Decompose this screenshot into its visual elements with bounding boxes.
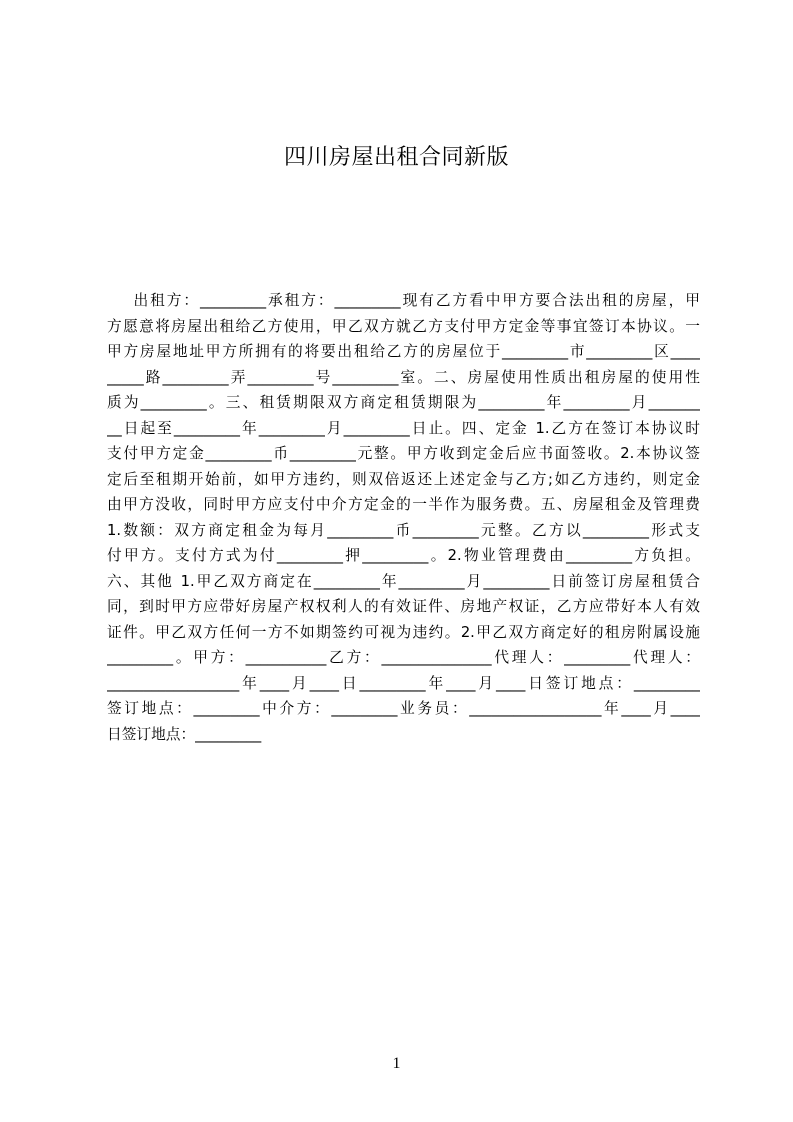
body-line: 六、其他 1.甲乙双方商定在_________年_________月_________日前签订房屋租赁合 — [107, 572, 700, 590]
body-line: 同，到时甲方应带好房屋产权权利人的有效证件、房地产权证，乙方应带好本人有效 — [107, 598, 700, 615]
body-line: 支付甲方定金_________币_________元整。甲方收到定金后应书面签收。2.本协议签 — [107, 445, 700, 462]
body-line: 甲方房屋地址甲方所拥有的将要出租给乙方的房屋位于_________市_________区____ — [107, 343, 700, 360]
body-line: 1.数额：双方商定租金为每月_________币_________元整。乙方以_________形式支 — [107, 521, 700, 539]
body-line: 付甲方。支付方式为付_________押_________。2.物业管理费由_________方负担。 — [107, 547, 700, 564]
body-line: __________________年____月____日_________年____月____日签订地点：_________ — [107, 674, 700, 692]
body-line: _________。甲方：___________乙方：_______________代理人：_________代理人： — [107, 649, 700, 666]
body-line: 由甲方没收，同时甲方应支付中介方定金的一半作为服务费。五、房屋租金及管理费 — [107, 496, 700, 513]
contract-body — [107, 288, 700, 747]
body-line: 签订地点：_________中介方：_________业务员：__________________年____月____ — [107, 700, 700, 717]
page-number: 1 — [392, 1055, 401, 1072]
body-line: _____路_________弄_________号_________室。二、房屋使用性质出租房屋的使用性 — [107, 368, 700, 386]
body-line: 证件。甲乙双方任何一方不如期签约可视为违约。2.甲乙双方商定好的租房附属设施 — [107, 623, 700, 641]
body-line: __日起至_________年_________月_________日止。四、定金 1.乙方在签订本协议时 — [107, 419, 700, 437]
body-line: 日签订地点：_________ — [107, 725, 262, 743]
body-line: 定后至租期开始前，如甲方违约，则双倍返还上述定金与乙方;如乙方违约，则定金 — [107, 470, 700, 488]
body-line: 方愿意将房屋出租给乙方使用，甲乙双方就乙方支付甲方定金等事宜签订本协议。一 — [107, 317, 700, 335]
body-line: 出租方：_________承租方：_________现有乙方看中甲方要合法出租的房屋，甲 — [107, 292, 700, 309]
document-title: 四川房屋出租合同新版 — [283, 145, 509, 170]
body-line: 质为_________。三、租赁期限双方商定租赁期限为_________年_________月_______ — [107, 394, 700, 411]
